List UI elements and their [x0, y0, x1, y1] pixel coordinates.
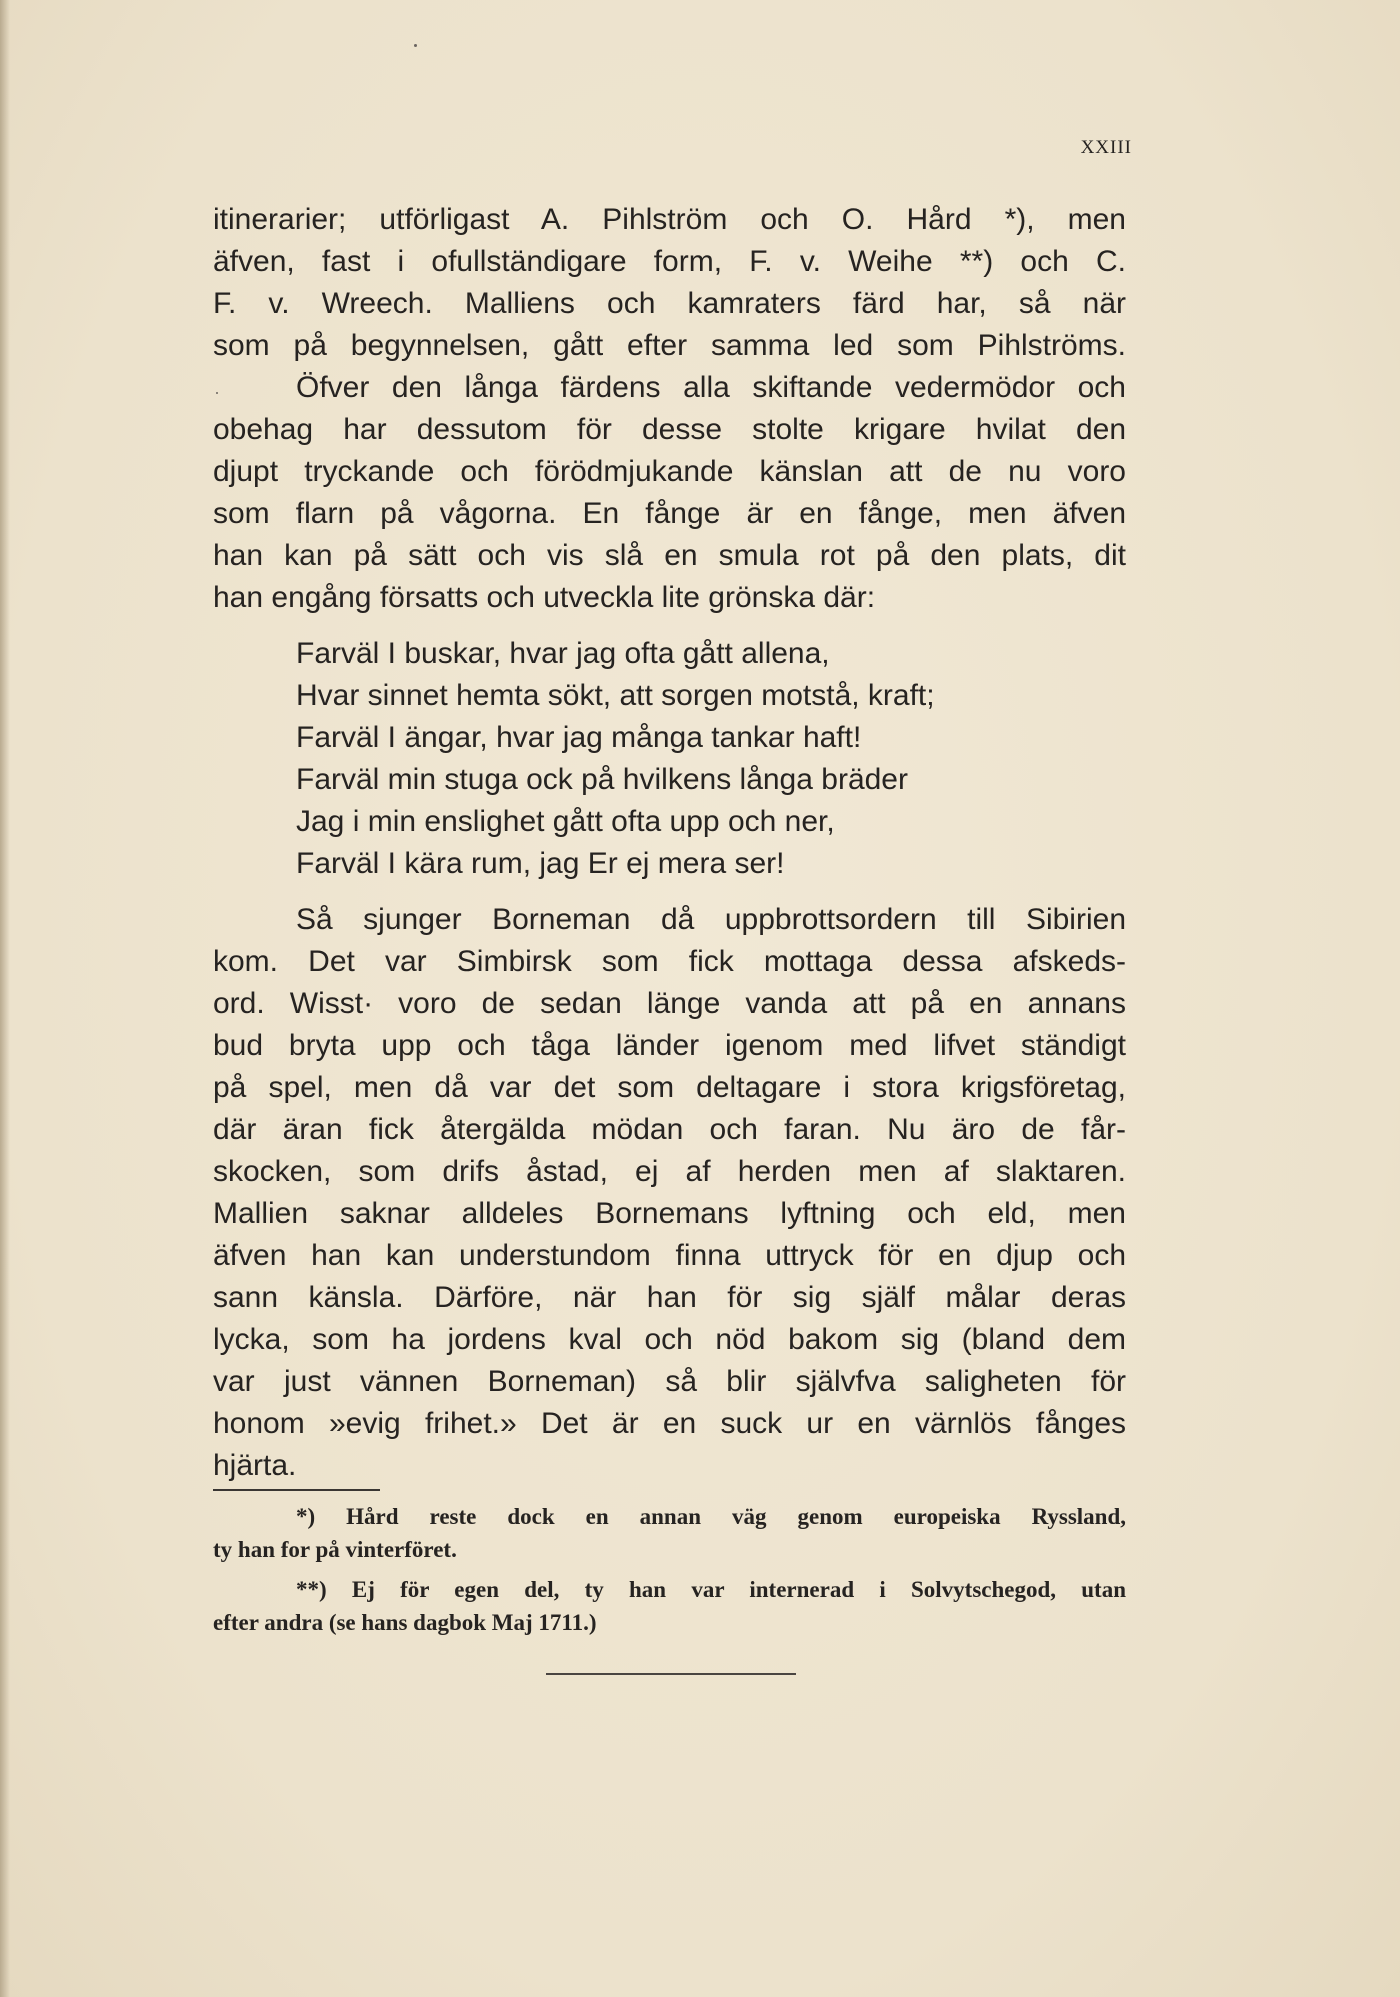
footnote-line: ty han for på vinterföret. — [213, 1537, 457, 1562]
text-line: som på begynnelsen, gått efter samma led som Pihlströms. — [213, 329, 1126, 362]
footnotes — [213, 1500, 1126, 1639]
text-line: Så sjunger Borneman då uppbrottsordern till Sibirien — [296, 903, 1126, 936]
print-speck — [414, 44, 417, 47]
text-line: som flarn på vågorna. En fånge är en fånge, men äfven — [213, 497, 1126, 530]
poem-line: Farväl I ängar, hvar jag många tankar haft! — [296, 721, 862, 754]
text-line: obehag har dessutom för desse stolte krigare hvilat den — [213, 413, 1126, 446]
text-line: äfven han kan understundom finna uttryck för en djup och — [213, 1239, 1126, 1272]
text-line: skocken, som drifs åstad, ej af herden men af slaktaren. — [213, 1155, 1126, 1188]
footnote-line: *) Hård reste dock en annan väg genom europeiska Ryssland, — [296, 1504, 1126, 1529]
footnote-line: efter andra (se hans dagbok Maj 1711.) — [213, 1610, 597, 1635]
main-text — [213, 199, 1126, 1487]
text-line: bud bryta upp och tåga länder igenom med lifvet ständigt — [213, 1029, 1126, 1062]
page-number: XXIII — [1080, 137, 1132, 158]
text-line: honom »evig frihet.» Det är en suck ur en värnlös fånges — [213, 1407, 1126, 1440]
text-line: på spel, men då var det som deltagare i stora krigsföretag, — [213, 1071, 1126, 1104]
text-line: han kan på sätt och vis slå en smula rot på den plats, dit — [213, 539, 1126, 572]
text-line: äfven, fast i ofullständigare form, F. v. Weihe **) och C. — [213, 245, 1126, 278]
section-end-rule — [546, 1673, 796, 1675]
text-line: F. v. Wreech. Malliens och kamraters färd har, så när — [213, 287, 1126, 320]
footnote-2 — [213, 1573, 1126, 1639]
text-line: ord. Wisst· voro de sedan länge vanda att på en annans — [213, 987, 1126, 1020]
text-line: itinerarier; utförligast A. Pihlström och O. Hård *), men — [213, 203, 1126, 236]
text-line: kom. Det var Simbirsk som fick mottaga dessa afskeds- — [213, 945, 1126, 978]
text-line: sann känsla. Därföre, när han för sig själf målar deras — [213, 1281, 1126, 1314]
page-gutter-shadow — [0, 0, 10, 1997]
text-line: hjärta. — [213, 1449, 297, 1482]
text-line: han engång försatts och utveckla lite grönska där: — [213, 581, 876, 614]
text-line: Öfver den långa färdens alla skiftande vedermödor och — [296, 371, 1126, 404]
poem-line: Jag i min enslighet gått ofta upp och ner, — [296, 805, 835, 838]
text-line: djupt tryckande och förödmjukande känslan att de nu voro — [213, 455, 1126, 488]
text-line: lycka, som ha jordens kval och nöd bakom sig (bland dem — [213, 1323, 1126, 1356]
footnote-divider — [213, 1489, 380, 1491]
text-line: Mallien saknar alldeles Bornemans lyftning och eld, men — [213, 1197, 1126, 1230]
footnote-line: **) Ej för egen del, ty han var internerad i Solvytschegod, utan — [296, 1577, 1126, 1602]
paragraph-2 — [213, 899, 1126, 1487]
poem-line: Farväl I buskar, hvar jag ofta gått allena, — [296, 637, 830, 670]
poem-quote — [213, 633, 1126, 885]
poem-line: Farväl min stuga ock på hvilkens långa bräder — [296, 763, 908, 796]
paragraph-1 — [213, 199, 1126, 619]
poem-line: Farväl I kära rum, jag Er ej mera ser! — [296, 847, 785, 880]
poem-line: Hvar sinnet hemta sökt, att sorgen motstå, kraft; — [296, 679, 935, 712]
footnote-1 — [213, 1500, 1126, 1566]
text-line: där äran fick återgälda mödan och faran. Nu äro de får- — [213, 1113, 1126, 1146]
text-line: var just vännen Borneman) så blir självfva saligheten för — [213, 1365, 1126, 1398]
